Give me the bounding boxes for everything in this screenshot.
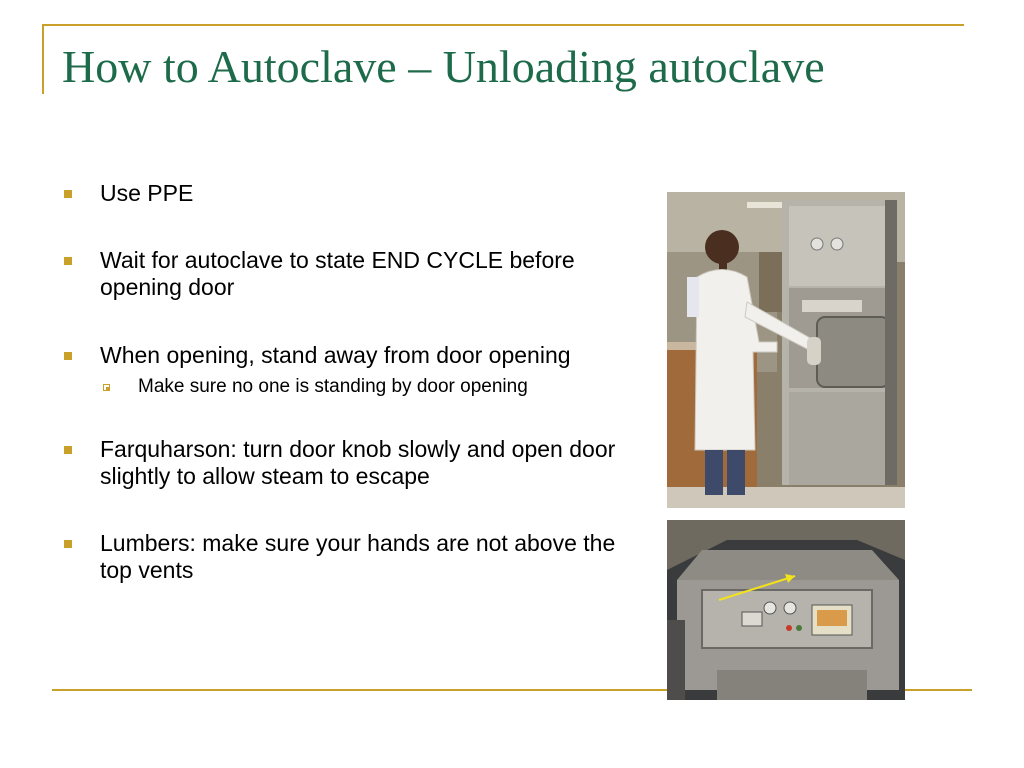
photo-autoclave-top-vents	[667, 520, 905, 700]
bullet-text: When opening, stand away from door opening	[100, 342, 571, 368]
frame-top-line	[42, 24, 964, 26]
bullet-text: Lumbers: make sure your hands are not above the top vents	[100, 530, 616, 583]
bullet-item	[62, 180, 622, 207]
bullet-item	[62, 436, 622, 490]
slide-title: How to Autoclave – Unloading autoclave	[62, 41, 825, 92]
bullet-text: Farquharson: turn door knob slowly and open door slightly to allow steam to escape	[100, 436, 616, 489]
square-bullet-icon	[64, 257, 72, 265]
bullet-item	[62, 530, 622, 584]
bullet-item	[62, 247, 622, 301]
bullet-text: Use PPE	[100, 180, 194, 206]
square-bullet-icon	[64, 540, 72, 548]
sub-bullet-text: Make sure no one is standing by door opening	[138, 376, 528, 397]
frame-left-line	[42, 24, 44, 94]
square-bullet-icon	[64, 352, 72, 360]
bullet-text: Wait for autoclave to state END CYCLE before opening door	[100, 247, 575, 300]
square-bullet-icon	[64, 446, 72, 454]
hollow-square-bullet-icon	[103, 384, 110, 391]
sub-bullet-item	[100, 375, 622, 398]
bullet-list	[62, 180, 622, 584]
bullet-item	[62, 342, 622, 369]
photo-person-opening-autoclave	[667, 192, 905, 508]
square-bullet-icon	[64, 190, 72, 198]
